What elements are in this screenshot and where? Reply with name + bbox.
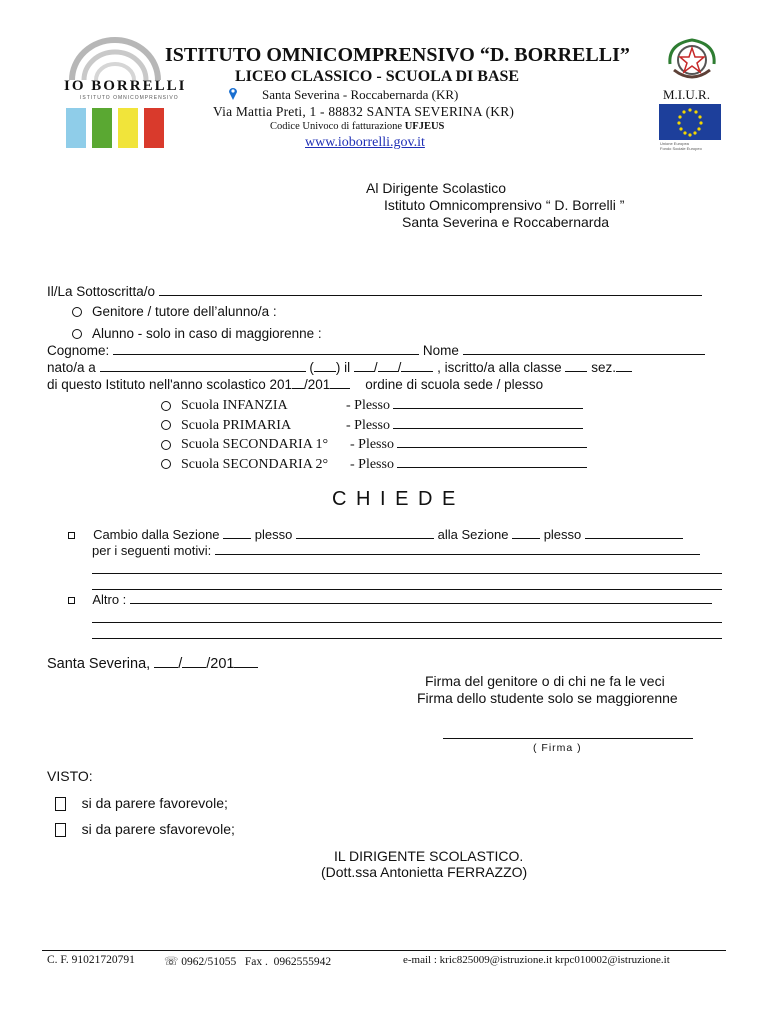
checkbox-icon[interactable] [55, 797, 66, 811]
school-address: Via Mattia Preti, 1 - 88832 SANTA SEVERINA (KR) [213, 104, 515, 119]
checkbox-icon[interactable] [55, 823, 66, 837]
head-title: IL DIRIGENTE SCOLASTICO. [334, 848, 524, 864]
radio-icon[interactable] [72, 329, 82, 339]
requests-title: C H I E D E [332, 488, 458, 510]
plesso-field[interactable] [393, 408, 583, 409]
reasons-field[interactable] [215, 554, 700, 555]
website-link[interactable]: www.ioborrelli.gov.it [305, 135, 425, 150]
eu-flag-icon [659, 104, 721, 140]
school-option-label: Scuola SECONDARIA 2° [181, 456, 329, 472]
slash: / [178, 656, 183, 672]
checkbox-icon[interactable] [68, 597, 75, 604]
unfavorable-label: si da parere sfavorevole; [81, 821, 235, 837]
signature-line-1: Firma del genitore o di chi ne fa le veci [425, 673, 665, 689]
footer [47, 954, 135, 966]
eu-caption: Unione Europea Fondo Sociale Europeo [660, 141, 702, 151]
school-option-label: Scuola SECONDARIA 1° [181, 437, 329, 452]
radio-icon[interactable] [72, 307, 82, 317]
reasons-row [92, 543, 700, 558]
other-label: Altro : [92, 592, 127, 607]
school-locations: Santa Severina - Roccabernarda (KR) [262, 87, 459, 102]
logo-text: IO BORRELLI [64, 78, 187, 94]
plesso-label: - Plesso [350, 456, 394, 472]
slash: / [397, 360, 402, 375]
surname-label: Cognome: [47, 343, 110, 358]
plesso-label: plesso [254, 527, 293, 542]
from-section-field[interactable] [223, 538, 251, 539]
plesso-label: - Plesso [346, 398, 390, 413]
school-option[interactable] [161, 455, 587, 475]
radio-icon[interactable] [161, 420, 171, 430]
undersigned-label: Il/La Sottoscritta/o [47, 284, 156, 299]
to-plesso-field[interactable] [585, 538, 683, 539]
school-option[interactable] [161, 396, 587, 416]
footer-divider [42, 950, 726, 951]
radio-icon[interactable] [161, 459, 171, 469]
miur-label: M.I.U.R. [663, 87, 710, 102]
head-name: (Dott.ssa Antonietta FERRAZZO) [321, 864, 528, 880]
other-field[interactable] [130, 603, 712, 604]
school-logo [62, 22, 187, 148]
plesso-label: plesso [543, 527, 582, 542]
undersigned-field[interactable] [159, 295, 702, 296]
recipient-line-3: Santa Severina e Roccabernarda [402, 214, 610, 230]
class-field[interactable] [565, 371, 587, 372]
change-section-row[interactable] [68, 527, 683, 542]
plesso-field[interactable] [393, 428, 583, 429]
option-parent-label: Genitore / tutore dell’alunno/a : [92, 304, 277, 319]
phone-icon: ☏ [164, 956, 179, 968]
visto-label: VISTO: [47, 768, 93, 784]
place-date-row [47, 656, 258, 672]
school-year-prefix: di questo Istituto nell'anno scolastico 201 [47, 377, 292, 392]
tax-code: C. F. 91021720791 [47, 954, 135, 966]
reasons-line[interactable] [92, 573, 722, 574]
school-year-mid: /201 [303, 377, 331, 392]
other-row[interactable] [68, 592, 712, 607]
school-year-row [47, 377, 543, 392]
footer-email[interactable]: e-mail : kric825009@istruzione.it krpc010002@istruzione.it [403, 954, 670, 966]
option-parent[interactable] [72, 304, 277, 319]
date-month-field[interactable] [182, 667, 206, 668]
place-date-label: Santa Severina, [47, 656, 151, 672]
change-section-label: Cambio dalla Sezione [93, 527, 220, 542]
birthplace-field[interactable] [100, 371, 306, 372]
billing-label: Codice Univoco di fatturazione [270, 121, 403, 132]
favorable-option[interactable] [55, 795, 228, 811]
signature-line-2: Firma dello studente solo se maggiorenne [417, 690, 678, 706]
section-label: sez. [591, 360, 616, 375]
province-field[interactable] [314, 371, 336, 372]
school-option[interactable] [161, 416, 587, 436]
year-start-field[interactable] [292, 388, 304, 389]
from-plesso-field[interactable] [296, 538, 434, 539]
reasons-label: per i seguenti motivi: [92, 543, 212, 558]
favorable-label: si da parere favorevole; [81, 795, 228, 811]
surname-field[interactable] [113, 354, 419, 355]
phone-number: 0962/51055 [181, 956, 237, 968]
plesso-label: - Plesso [346, 417, 390, 433]
plesso-field[interactable] [397, 467, 587, 468]
signature-field[interactable] [443, 738, 693, 739]
birth-month-field[interactable] [378, 371, 398, 372]
name-label: Nome [422, 343, 459, 358]
logo-subtext: ISTITUTO OMNICOMPRENSIVO [80, 95, 179, 101]
enrolled-label: , iscritto/a alla classe [437, 360, 562, 375]
to-section-label: alla Sezione [437, 527, 509, 542]
birth-day-field[interactable] [354, 371, 374, 372]
school-type: LICEO CLASSICO - SCUOLA DI BASE [235, 68, 520, 85]
date-year-field[interactable] [234, 667, 258, 668]
name-field[interactable] [463, 354, 705, 355]
surname-row [47, 343, 705, 358]
recipient-line-2: Istituto Omnicomprensivo “ D. Borrelli ” [384, 197, 625, 213]
radio-icon[interactable] [161, 401, 171, 411]
billing-info [270, 121, 444, 132]
republic-emblem-icon [664, 34, 720, 89]
reasons-line[interactable] [92, 589, 722, 590]
unfavorable-option[interactable] [55, 821, 235, 837]
other-line[interactable] [92, 638, 722, 639]
section-field[interactable] [616, 371, 632, 372]
recipient-line-1: Al Dirigente Scolastico [366, 180, 507, 196]
order-text: ordine di scuola sede / plesso [365, 377, 544, 392]
school-option-label: Scuola INFANZIA [181, 398, 288, 413]
date-year-label: /201 [206, 656, 235, 672]
born-on-label: ) il [335, 360, 351, 375]
billing-code: UFJEUS [404, 121, 445, 132]
checkbox-icon[interactable] [68, 532, 75, 539]
year-end-field[interactable] [330, 388, 350, 389]
location-pin-icon [228, 86, 238, 103]
to-section-field[interactable] [512, 538, 540, 539]
other-line[interactable] [92, 622, 722, 623]
plesso-label: - Plesso [350, 437, 394, 452]
birth-year-field[interactable] [401, 371, 433, 372]
fax-label: Fax . [244, 956, 268, 968]
school-option[interactable] [161, 435, 587, 455]
option-student[interactable] [72, 326, 322, 341]
school-option-label: Scuola PRIMARIA [181, 417, 292, 433]
slash: / [373, 360, 378, 375]
option-student-label: Alunno - solo in caso di maggiorenne : [92, 326, 322, 341]
born-in-label: nato/a a [47, 360, 96, 375]
undersigned-row [47, 284, 702, 299]
school-name: ISTITUTO OMNICOMPRENSIVO “D. BORRELLI” [165, 44, 630, 66]
fax-number: 0962555942 [273, 956, 332, 968]
footer-phone [164, 954, 331, 968]
school-list [161, 396, 587, 474]
signature-caption: ( Firma ) [533, 742, 582, 754]
paren-open: ( [309, 360, 314, 375]
radio-icon[interactable] [161, 440, 171, 450]
plesso-field[interactable] [397, 447, 587, 448]
date-day-field[interactable] [154, 667, 178, 668]
birth-row [47, 360, 632, 375]
